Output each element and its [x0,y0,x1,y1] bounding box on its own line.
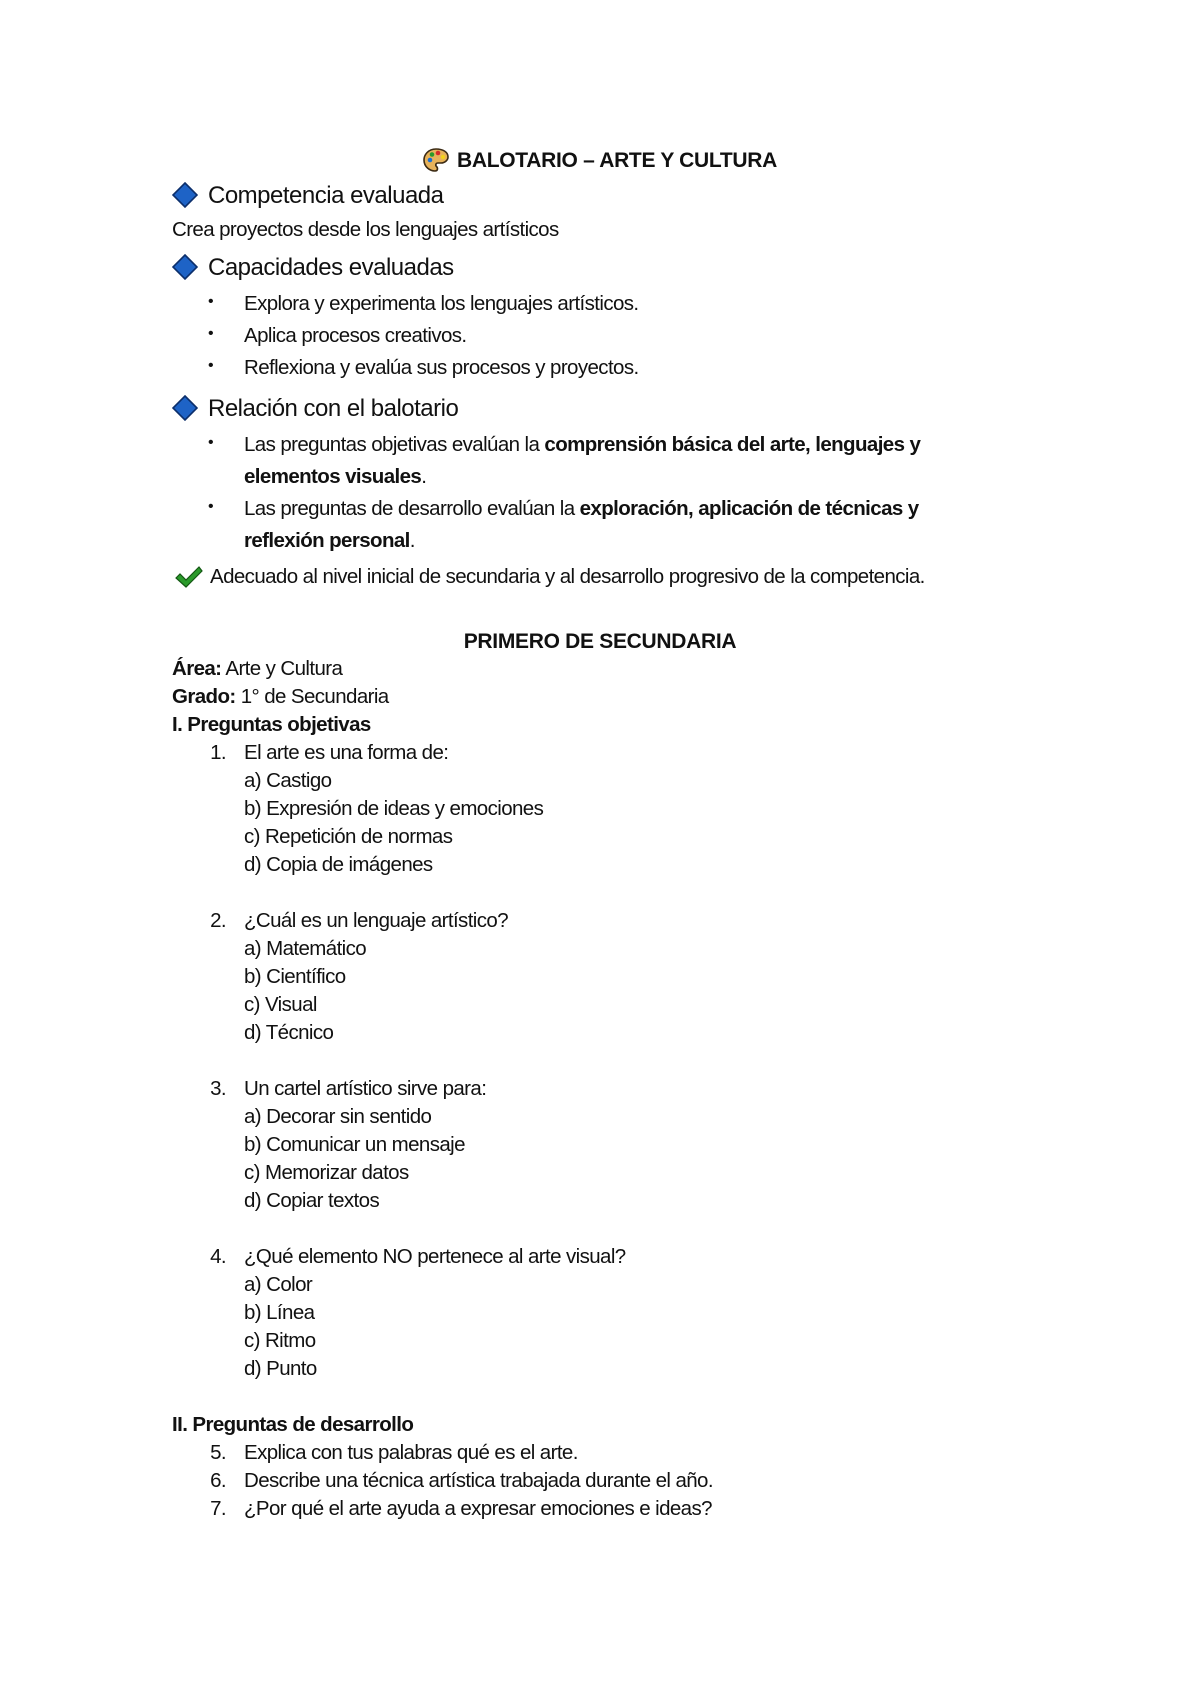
question-option: b) Expresión de ideas y emociones [244,797,544,820]
document-title [0,147,1200,179]
question-option: d) Copia de imágenes [244,853,433,876]
question-option: a) Matemático [244,937,367,960]
grado-heading: PRIMERO DE SECUNDARIA [463,630,737,653]
adecuado-text: Adecuado al nivel inicial de secundaria y al desarrollo progresivo de la competencia. [210,565,925,588]
bullet-glyph: • [208,434,214,451]
question-number: 3. [210,1077,226,1100]
relacion-item-1-line-2 [244,465,426,489]
grado-value: 1° de Secundaria [235,685,389,708]
relacion-item-text: Las preguntas objetivas evalúan la [244,433,545,456]
capacidades-heading-text: Capacidades evaluadas [208,254,454,281]
section-objetivas-heading: I. Preguntas objetivas [172,713,371,736]
section-desarrollo-heading: II. Preguntas de desarrollo [172,1413,414,1436]
question-text: Un cartel artístico sirve para: [244,1077,487,1100]
dev-question-text: Explica con tus palabras qué es el arte. [244,1441,578,1464]
question-option: c) Visual [244,993,317,1016]
question-option: c) Memorizar datos [244,1161,409,1184]
title-text: BALOTARIO – ARTE Y CULTURA [456,149,778,172]
question-option: c) Ritmo [244,1329,316,1352]
question-option: c) Repetición de normas [244,825,453,848]
question-option: b) Comunicar un mensaje [244,1133,465,1156]
question-number: 4. [210,1245,226,1268]
dev-question-text: Describe una técnica artística trabajada durante el año. [244,1469,713,1492]
grado-line [172,685,389,709]
question-text: ¿Cuál es un lenguaje artístico? [244,909,509,932]
competencia-text: Crea proyectos desde los lenguajes artísticos [172,218,559,241]
capacidad-item: Reflexiona y evalúa sus procesos y proyectos. [244,356,639,379]
dev-question-text: ¿Por qué el arte ayuda a expresar emociones e ideas? [244,1497,712,1520]
bullet-glyph: • [208,357,214,374]
question-number: 2. [210,909,226,932]
competencia-heading [172,182,444,215]
question-option: a) Decorar sin sentido [244,1105,432,1128]
question-option: b) Científico [244,965,346,988]
question-option: d) Técnico [244,1021,334,1044]
relacion-item-bold: elementos visuales [244,465,422,488]
relacion-heading [172,395,458,428]
question-option: b) Línea [244,1301,315,1324]
relacion-item-bold: exploración, aplicación de técnicas y [579,497,919,520]
capacidades-heading [172,254,454,287]
question-option: a) Color [244,1273,313,1296]
capacidad-item: Explora y experimenta los lenguajes artísticos. [244,292,639,315]
relacion-item-2-line-2 [244,529,415,553]
bullet-glyph: • [208,498,214,515]
relacion-item-1-line-1 [244,433,920,457]
relacion-item-text: . [421,465,427,488]
relacion-heading-text: Relación con el balotario [208,395,459,422]
question-option: d) Punto [244,1357,317,1380]
question-option: a) Castigo [244,769,332,792]
question-number: 6. [210,1469,226,1492]
relacion-item-text: Las preguntas de desarrollo evalúan la [244,497,580,520]
bullet-glyph: • [208,293,214,310]
question-number: 1. [210,741,226,764]
check-mark-icon [174,565,204,594]
blue-diamond-icon [172,182,198,215]
palette-icon [423,147,449,179]
relacion-item-bold: reflexión personal [244,529,410,552]
blue-diamond-icon [172,254,198,287]
question-text: ¿Qué elemento NO pertenece al arte visual? [244,1245,626,1268]
area-label: Área: [172,657,222,680]
grado-label: Grado: [172,685,236,708]
relacion-item-text: . [409,529,415,552]
relacion-item-bold: comprensión básica del arte, lenguajes y [544,433,921,456]
question-option: d) Copiar textos [244,1189,380,1212]
question-number: 5. [210,1441,226,1464]
relacion-item-2-line-1 [244,497,919,521]
competencia-heading-text: Competencia evaluada [208,182,444,209]
bullet-glyph: • [208,325,214,342]
question-number: 7. [210,1497,226,1520]
area-line [172,657,342,681]
area-value: Arte y Cultura [221,657,343,680]
capacidad-item: Aplica procesos creativos. [244,324,467,347]
question-text: El arte es una forma de: [244,741,449,764]
blue-diamond-icon [172,395,198,428]
